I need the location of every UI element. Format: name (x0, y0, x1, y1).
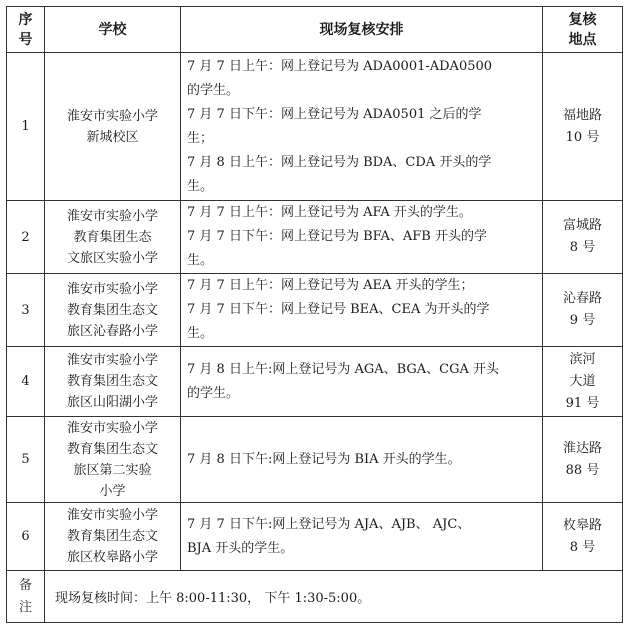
header-no (7, 7, 45, 53)
school-line: 淮安市实验小学 (66, 508, 158, 523)
schedule-cell (181, 417, 543, 503)
table-row (7, 347, 623, 417)
location-cell (543, 503, 623, 571)
schedule-line: 7 月 7 日下午:网上登记号为 AJA、AJB、 AJC、 (187, 516, 471, 532)
schedule-line: 7 月 7 日上午：网上登记号为 AEA 开头的学生； (187, 278, 474, 293)
school-line: 旅区第二实验 (73, 462, 152, 478)
schedule-line: 7 月 7 日下午：网上登记号为 ADA0501 之后的学 (187, 106, 482, 122)
school-line: 小学 (99, 483, 126, 499)
header-no-line: 号 (18, 31, 33, 48)
location-line: 大道 (569, 373, 596, 389)
header-location-line: 复核 (568, 11, 597, 28)
school-line: 淮安市实验小学 (66, 208, 158, 224)
school-line: 淮安市实验小学 (66, 353, 158, 368)
location-line: 福地路 (562, 107, 602, 123)
schedule-cell (181, 274, 543, 347)
location-cell (543, 274, 623, 347)
header-row (7, 7, 623, 53)
location-cell (543, 201, 623, 274)
school-cell (45, 347, 181, 417)
note-label-line: 备 (18, 577, 32, 593)
school-line: 淮安市实验小学 (66, 281, 158, 297)
schedule-line: 生； (187, 130, 214, 146)
table-row (7, 53, 623, 201)
schedule-line: 的学生。 (187, 82, 240, 98)
school-cell (45, 53, 181, 201)
schedule-line: 生。 (187, 326, 214, 341)
table-row (7, 274, 623, 347)
location-line: 10 号 (565, 129, 600, 145)
location-cell (543, 347, 623, 417)
school-line: 旅区枚皋路小学 (66, 550, 158, 565)
school-cell (45, 417, 181, 503)
school-line: 新城校区 (86, 129, 139, 145)
location-line: 8 号 (569, 240, 596, 255)
location-line: 8 号 (569, 539, 596, 555)
school-line: 教育集团生态文 (66, 374, 158, 389)
schedule-line: 7 月 8 日上午：网上登记号为 BDA、CDA 开头的学 (187, 154, 492, 170)
table-row (7, 503, 623, 571)
location-line: 枚皋路 (562, 517, 602, 533)
schedule-line: 7 月 8 日下午:网上登记号为 BIA 开头的学生。 (187, 451, 461, 467)
location-line: 淮达路 (562, 440, 602, 456)
school-line: 教育集团生态文 (66, 529, 158, 544)
row-number: 1 (7, 53, 45, 201)
note-label-line: 注 (18, 599, 32, 615)
note-label (7, 571, 45, 623)
school-line: 教育集团生态文 (66, 441, 158, 457)
schedule-line: 生。 (187, 253, 214, 268)
location-cell (543, 417, 623, 503)
row-number: 5 (7, 417, 45, 503)
table-row (7, 417, 623, 503)
school-line: 旅区山阳湖小学 (66, 395, 158, 410)
school-line: 淮安市实验小学 (66, 108, 158, 124)
row-number: 2 (7, 201, 45, 274)
location-line: 沁春路 (562, 291, 602, 306)
schedule-line: BJA 开头的学生。 (187, 540, 294, 556)
schedule-cell (181, 503, 543, 571)
school-line: 教育集团生态文 (66, 302, 158, 318)
school-line: 淮安市实验小学 (66, 420, 158, 436)
schedule-line: 生。 (187, 178, 214, 194)
location-line: 91 号 (565, 395, 600, 411)
row-number: 6 (7, 503, 45, 571)
row-number: 3 (7, 274, 45, 347)
row-number: 4 (7, 347, 45, 417)
table-row (7, 201, 623, 274)
schedule-cell (181, 347, 543, 417)
note-row (7, 571, 623, 623)
schedule-line: 7 月 7 日上午：网上登记号为 ADA0001-ADA0500 (187, 58, 493, 74)
location-cell (543, 53, 623, 201)
location-line: 富城路 (562, 218, 602, 233)
header-location (543, 7, 623, 53)
school-line: 旅区沁春路小学 (66, 323, 158, 339)
header-location-line: 地点 (568, 31, 597, 48)
schedule-line: 7 月 7 日下午：网上登记号 BEA、CEA 为开头的学 (187, 302, 490, 317)
location-line: 88 号 (565, 462, 600, 478)
schedule-cell (181, 53, 543, 201)
header-no-line: 序 (18, 11, 33, 28)
schedule-cell (181, 201, 543, 274)
location-line: 滨河 (569, 351, 596, 367)
header-schedule: 现场复核安排 (181, 7, 543, 53)
school-cell (45, 201, 181, 274)
schedule-line: 的学生。 (187, 385, 240, 401)
review-schedule-table (6, 6, 623, 623)
school-line: 教育集团生态 (73, 229, 152, 245)
location-line: 9 号 (569, 313, 596, 328)
schedule-line: 7 月 8 日上午:网上登记号为 AGA、BGA、CGA 开头 (187, 361, 500, 377)
header-school: 学校 (45, 7, 181, 53)
schedule-line: 7 月 7 日下午：网上登记号为 BFA、AFB 开头的学 (187, 229, 487, 244)
school-cell (45, 503, 181, 571)
schedule-line: 7 月 7 日上午：网上登记号为 AFA 开头的学生。 (187, 205, 472, 220)
school-line: 文旅区实验小学 (66, 250, 158, 266)
school-cell (45, 274, 181, 347)
note-text: 现场复核时间：上午 8:00-11:30， 下午 1:30-5:00。 (45, 571, 623, 623)
